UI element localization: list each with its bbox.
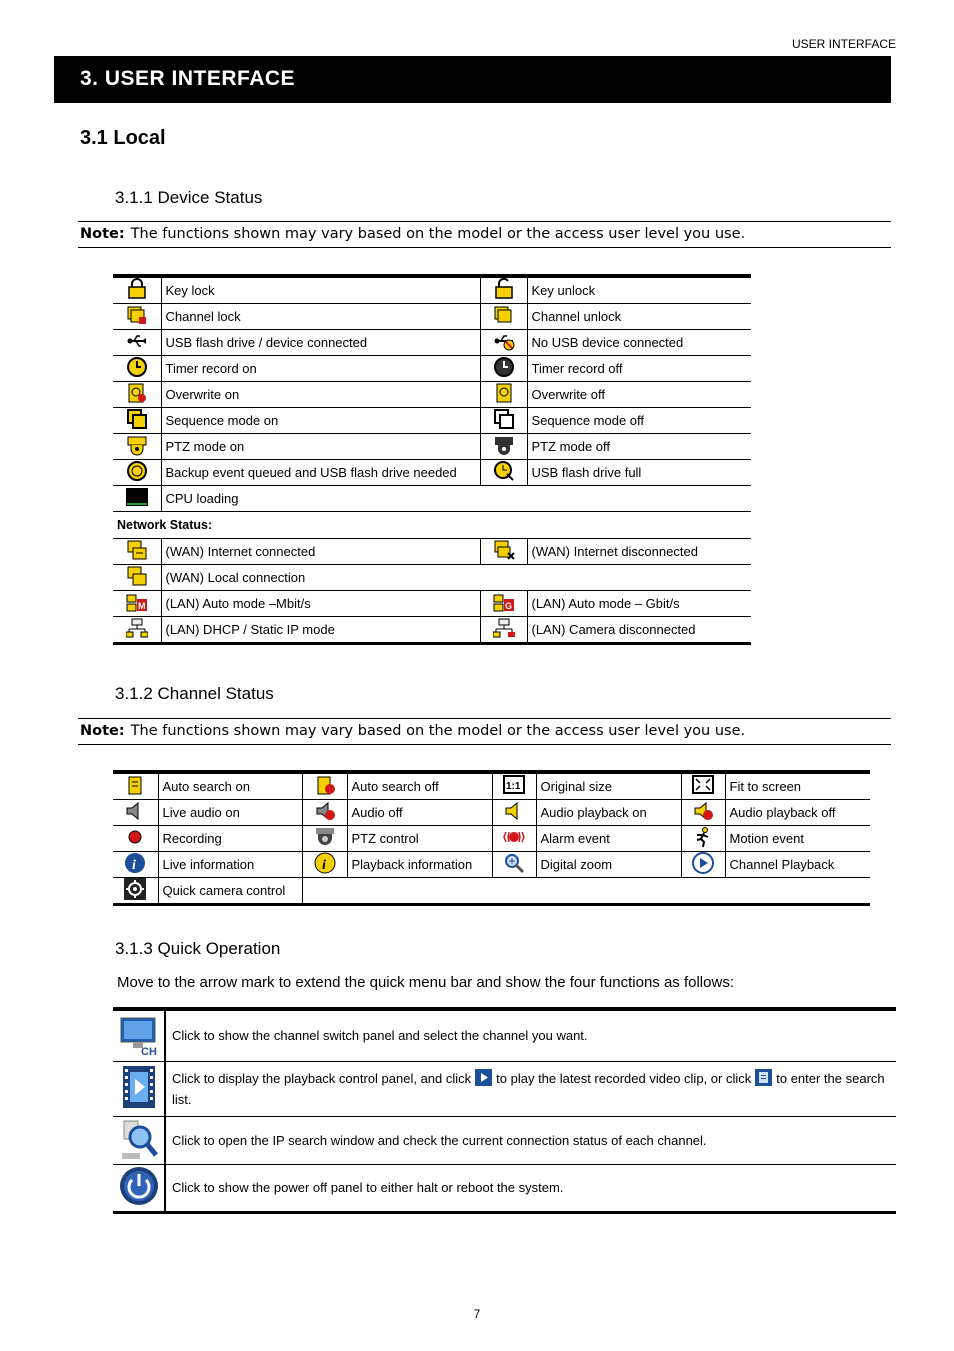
quick-operation-table bbox=[113, 1007, 896, 1214]
live-audio-on-icon bbox=[113, 800, 158, 826]
table-row bbox=[113, 486, 751, 512]
network-status-label: Network Status: bbox=[113, 512, 751, 539]
status-label: (WAN) Internet disconnected bbox=[527, 539, 751, 565]
section-title: 3.1 Local bbox=[80, 127, 166, 149]
original-size-icon bbox=[492, 772, 536, 800]
quick-op-text: Click to open the IP search window and check the current connection status of each channel. bbox=[165, 1116, 896, 1164]
backup-queued-icon bbox=[113, 460, 161, 486]
table-row bbox=[113, 826, 870, 852]
usb-disconnected-icon bbox=[480, 330, 527, 356]
table-row bbox=[113, 852, 870, 878]
ptz-off-icon bbox=[480, 434, 527, 460]
device-status-heading: 3.1.1 Device Status bbox=[115, 188, 263, 207]
status-label: Alarm event bbox=[536, 826, 681, 852]
svg-text:i: i bbox=[321, 858, 326, 873]
status-label: Original size bbox=[536, 772, 681, 800]
power-off-icon bbox=[113, 1164, 165, 1212]
ptz-control-icon bbox=[302, 826, 347, 852]
status-label: PTZ mode off bbox=[527, 434, 751, 460]
table-row bbox=[113, 617, 751, 644]
lan-dhcp-icon bbox=[113, 617, 161, 644]
usb-connected-icon bbox=[113, 330, 161, 356]
fit-to-screen-icon bbox=[681, 772, 725, 800]
channel-unlock-icon bbox=[480, 304, 527, 330]
status-label: (WAN) Internet connected bbox=[161, 539, 480, 565]
status-label: Audio playback off bbox=[725, 800, 870, 826]
status-label: Recording bbox=[158, 826, 302, 852]
status-label: Auto search off bbox=[347, 772, 492, 800]
status-label: (LAN) DHCP / Static IP mode bbox=[161, 617, 480, 644]
running-header: USER INTERFACE bbox=[791, 37, 896, 51]
key-unlock-icon bbox=[480, 276, 527, 304]
status-label: Motion event bbox=[725, 826, 870, 852]
status-label: (LAN) Auto mode – Gbit/s bbox=[527, 591, 751, 617]
lan-mbit-icon bbox=[113, 591, 161, 617]
auto-search-off-icon bbox=[302, 772, 347, 800]
motion-event-icon bbox=[681, 826, 725, 852]
svg-text:i: i bbox=[132, 858, 137, 873]
table-row bbox=[113, 772, 870, 800]
status-label: Timer record on bbox=[161, 356, 480, 382]
table-row bbox=[113, 460, 751, 486]
note-box bbox=[78, 221, 891, 248]
wan-disconnected-icon bbox=[480, 539, 527, 565]
channel-status-table bbox=[113, 770, 870, 906]
wan-local-icon bbox=[113, 565, 161, 591]
quick-operation-heading: 3.1.3 Quick Operation bbox=[115, 939, 281, 958]
status-label: Channel Playback bbox=[725, 852, 870, 878]
cpu-loading-icon bbox=[113, 486, 161, 512]
status-label: Overwrite off bbox=[527, 382, 751, 408]
table-row bbox=[113, 565, 751, 591]
note-label: Note: bbox=[80, 226, 125, 242]
status-label: Key unlock bbox=[527, 276, 751, 304]
overwrite-off-icon bbox=[480, 382, 527, 408]
status-label: Timer record off bbox=[527, 356, 751, 382]
table-row bbox=[113, 539, 751, 565]
status-label: Overwrite on bbox=[161, 382, 480, 408]
status-label: Digital zoom bbox=[536, 852, 681, 878]
ip-search-icon bbox=[113, 1116, 165, 1164]
status-label: Playback information bbox=[347, 852, 492, 878]
status-label: USB flash drive / device connected bbox=[161, 330, 480, 356]
svg-text:G: G bbox=[504, 601, 512, 611]
quick-op-text: Click to show the channel switch panel and select the channel you want. bbox=[165, 1009, 896, 1061]
note-label: Note: bbox=[80, 723, 125, 739]
quick-op-text: Click to show the power off panel to either halt or reboot the system. bbox=[165, 1164, 896, 1212]
live-information-icon bbox=[113, 852, 158, 878]
status-label: Fit to screen bbox=[725, 772, 870, 800]
audio-playback-on-icon bbox=[492, 800, 536, 826]
wan-connected-icon bbox=[113, 539, 161, 565]
channel-switch-icon bbox=[113, 1009, 165, 1061]
status-label: Sequence mode off bbox=[527, 408, 751, 434]
digital-zoom-icon bbox=[492, 852, 536, 878]
table-row bbox=[113, 434, 751, 460]
usb-full-icon bbox=[480, 460, 527, 486]
quick-operation-intro: Move to the arrow mark to extend the quick menu bar and show the four functions as follows: bbox=[117, 974, 734, 991]
lan-gbit-icon bbox=[480, 591, 527, 617]
status-label: (LAN) Camera disconnected bbox=[527, 617, 751, 644]
search-list-icon[interactable] bbox=[755, 1069, 772, 1086]
table-row bbox=[113, 591, 751, 617]
svg-text:M: M bbox=[137, 601, 146, 611]
device-status-table bbox=[113, 274, 751, 645]
table-row bbox=[113, 382, 751, 408]
status-label: Live information bbox=[158, 852, 302, 878]
status-label: Sequence mode on bbox=[161, 408, 480, 434]
status-label: Key lock bbox=[161, 276, 480, 304]
status-label: (WAN) Local connection bbox=[161, 565, 751, 591]
note-text: The functions shown may vary based on the model or the access user level you use. bbox=[130, 226, 746, 242]
quick-camera-control-icon bbox=[113, 878, 158, 905]
status-label: USB flash drive full bbox=[527, 460, 751, 486]
channel-lock-icon bbox=[113, 304, 161, 330]
key-lock-icon bbox=[113, 276, 161, 304]
timer-off-icon bbox=[480, 356, 527, 382]
status-label: No USB device connected bbox=[527, 330, 751, 356]
status-label: Audio off bbox=[347, 800, 492, 826]
table-row bbox=[113, 356, 751, 382]
alarm-event-icon bbox=[492, 826, 536, 852]
ptz-on-icon bbox=[113, 434, 161, 460]
status-label: PTZ control bbox=[347, 826, 492, 852]
status-label: Audio playback on bbox=[536, 800, 681, 826]
status-label: (LAN) Auto mode –Mbit/s bbox=[161, 591, 480, 617]
svg-text:CH: CH bbox=[140, 1046, 157, 1057]
audio-off-icon bbox=[302, 800, 347, 826]
chapter-title: 3. USER INTERFACE bbox=[54, 56, 891, 103]
table-row bbox=[113, 330, 751, 356]
play-latest-icon[interactable] bbox=[475, 1069, 492, 1086]
page-number: 7 bbox=[473, 1307, 481, 1321]
status-label: Live audio on bbox=[158, 800, 302, 826]
quick-op-text: Click to display the playback control panel, and click to play the latest recorded video clip, or click to enter the search list. bbox=[165, 1061, 896, 1116]
status-label: Auto search on bbox=[158, 772, 302, 800]
channel-status-heading: 3.1.2 Channel Status bbox=[115, 684, 274, 703]
empty-cell bbox=[302, 878, 870, 905]
sequence-off-icon bbox=[480, 408, 527, 434]
status-label: CPU loading bbox=[161, 486, 751, 512]
status-label: PTZ mode on bbox=[161, 434, 480, 460]
table-row bbox=[113, 276, 751, 304]
note-box bbox=[78, 718, 891, 745]
note-text: The functions shown may vary based on the model or the access user level you use. bbox=[130, 723, 746, 739]
status-label: Quick camera control bbox=[158, 878, 302, 905]
table-row bbox=[113, 878, 870, 905]
recording-icon bbox=[113, 826, 158, 852]
timer-on-icon bbox=[113, 356, 161, 382]
lan-camera-disconnected-icon bbox=[480, 617, 527, 644]
status-label: Channel unlock bbox=[527, 304, 751, 330]
playback-information-icon bbox=[302, 852, 347, 878]
table-row bbox=[113, 408, 751, 434]
playback-panel-icon bbox=[113, 1061, 165, 1116]
sequence-on-icon bbox=[113, 408, 161, 434]
channel-playback-icon bbox=[681, 852, 725, 878]
audio-playback-off-icon bbox=[681, 800, 725, 826]
table-row bbox=[113, 800, 870, 826]
status-label: Channel lock bbox=[161, 304, 480, 330]
auto-search-on-icon bbox=[113, 772, 158, 800]
svg-text:1:1: 1:1 bbox=[506, 781, 521, 792]
overwrite-on-icon bbox=[113, 382, 161, 408]
table-row bbox=[113, 304, 751, 330]
status-label: Backup event queued and USB flash drive needed bbox=[161, 460, 480, 486]
